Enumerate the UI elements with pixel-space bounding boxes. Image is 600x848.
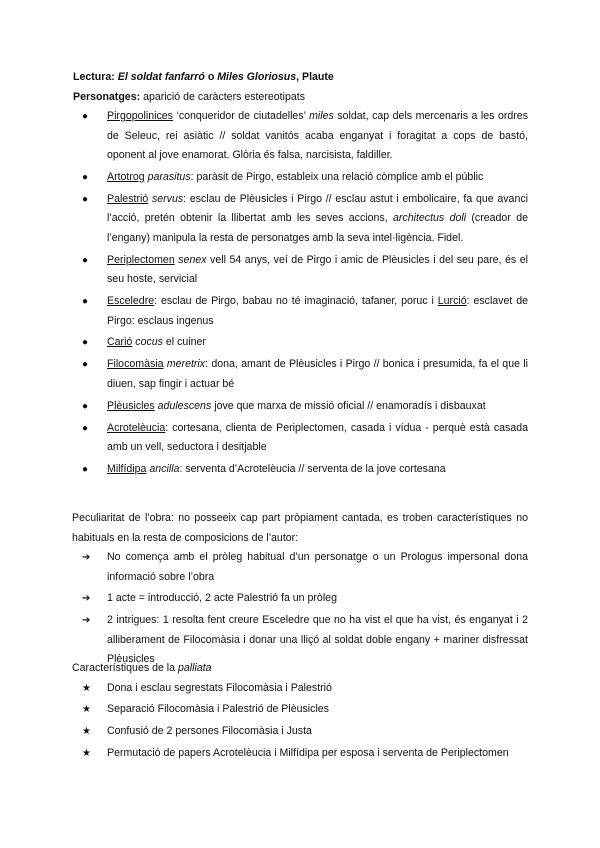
list-item xyxy=(72,168,528,188)
bullet-icon: ● xyxy=(82,422,89,434)
palliata-text: Dona i esclau segrestats Filocomàsia i Palestrió xyxy=(107,681,332,694)
character-role: cocus xyxy=(135,336,163,349)
reading-heading xyxy=(73,68,533,88)
bullet-icon: ● xyxy=(82,254,89,266)
bullet-icon: ● xyxy=(82,464,89,476)
palliata-text: Confusió de 2 persones Filocomàsia i Justa xyxy=(107,725,312,738)
character-name: Periplectomen xyxy=(107,253,175,266)
star-icon: ★ xyxy=(82,682,91,694)
character-text: : esclau de Pirgo, babau no té imaginació, tafaner, poruc i xyxy=(154,295,438,308)
list-item xyxy=(72,190,528,249)
palliata-term: palliata xyxy=(178,662,212,674)
characters-intro: aparició de caràcters estereotipats xyxy=(140,91,306,103)
title-part-1: El soldat fanfarró xyxy=(117,71,205,83)
palliata-text: Permutació de papers Acrotelèucia i Milfídipa per esposa i serventa de Periplectomen xyxy=(107,747,509,760)
peculiarity-text: 2 intrigues: 1 resolta fent creure Esceledre que no ha vist el que ha vist, és enganyat i 2 alliberament de Filocomàsia i donar una lliçó al soldat doble engany + mariner disfressat Plèusicles xyxy=(107,614,528,666)
character-text: : dona, amant de Plèusicles i Pirgo // bonica i presumida, fa el que li diuen, sap fingir i actuar bé xyxy=(107,358,528,390)
author: , Plaute xyxy=(296,71,334,83)
peculiarity-section xyxy=(72,509,528,672)
arrow-right-icon: ➔ xyxy=(82,615,91,627)
peculiarity-intro: Peculiaritat de l’obra: no posseeix cap part pròpiament cantada, es troben característiques no habituals en la resta de composicions de l’autor: xyxy=(72,512,528,544)
palliata-intro xyxy=(72,659,528,679)
list-item xyxy=(72,355,528,394)
list-item xyxy=(72,251,528,290)
bullet-icon: ● xyxy=(82,337,89,349)
character-name: Lurció xyxy=(437,295,467,308)
character-text: vell 54 anys, veí de Pirgo i amic de Plèusicles i del seu pare, és el seu hoste, servicial xyxy=(107,253,528,286)
peculiarity-list xyxy=(72,548,528,670)
characters-label: Personatges: xyxy=(73,91,141,103)
character-name: Artotrog xyxy=(107,170,145,183)
character-text: : paràsit de Pirgo, estableix una relació còmplice amb el públic xyxy=(190,170,484,183)
star-icon: ★ xyxy=(82,748,91,760)
character-text: el cuiner xyxy=(162,336,206,349)
bullet-icon: ● xyxy=(82,296,89,308)
palliata-text: Separació Filocomàsia i Palestrió de Plèusicles xyxy=(107,703,329,716)
character-name: Acrotelèucia xyxy=(107,421,166,434)
list-item xyxy=(72,679,528,699)
peculiarity-text: No comença amb el pròleg habitual d’un personatge o un Prologus impersonal dona informació sobre l’obra xyxy=(107,551,528,583)
character-name: Carió xyxy=(107,336,133,349)
character-name: Filocomàsia xyxy=(107,358,164,371)
list-item xyxy=(72,700,528,720)
arrow-right-icon: ➔ xyxy=(82,593,91,605)
character-text: (creador de l’engany) manipula la resta de personatges amb la seva intel·ligència. Fidel. xyxy=(107,212,528,244)
characters-heading xyxy=(73,88,533,108)
bullet-icon: ● xyxy=(82,111,89,122)
character-text: : serventa d’Acrotelèucia // serventa de la jove cortesana xyxy=(179,463,446,476)
palliata-list xyxy=(72,679,528,764)
list-item xyxy=(72,107,528,166)
character-role: adulescens xyxy=(157,399,212,412)
character-name: Milfídipa xyxy=(107,463,147,476)
character-text: jove que marxa de missió oficial // enamoradís i disbauxat xyxy=(211,399,486,412)
list-item xyxy=(72,548,528,587)
character-text: : cortesana, clienta de Periplectomen, casada i vídua - perquè està casada amb un vell, seductora i desitjable xyxy=(107,421,528,454)
list-item xyxy=(72,292,528,331)
character-role: miles xyxy=(309,110,334,122)
character-name: Pirgopolinices xyxy=(107,110,173,122)
character-role: meretrix xyxy=(166,358,206,371)
list-item xyxy=(72,397,528,417)
star-icon: ★ xyxy=(82,726,91,738)
arrow-right-icon: ➔ xyxy=(82,552,91,563)
character-name: Esceledre xyxy=(107,295,155,308)
character-role: parasitus xyxy=(147,170,191,183)
character-text: : esclavet de Pirgo: esclaus ingenus xyxy=(107,295,528,327)
character-name: Plèusicles xyxy=(107,399,155,412)
character-text: ‘conqueridor de ciutadelles’ xyxy=(172,110,310,122)
palliata-intro-text: Característiques de la xyxy=(72,662,178,674)
peculiarity-text: 1 acte = introducció, 2 acte Palestrió fa un pròleg xyxy=(107,592,337,605)
character-role: servus xyxy=(151,192,184,205)
character-text: soldat, cap dels mercenaris a les ordres de Seleuc, rei asiàtic // soldat vanitós acaba enganyat i foragitat a cops de bastó, oponent al jove enamorat. Glòria és falsa, narcisista, faldiller. xyxy=(107,110,528,161)
bullet-icon: ● xyxy=(82,400,89,412)
list-item xyxy=(72,589,528,609)
character-role: architectus doli xyxy=(393,212,467,225)
characters-list xyxy=(72,107,528,482)
title-conj: o xyxy=(204,71,218,83)
title-part-2: Miles Gloriosus xyxy=(217,71,297,83)
list-item xyxy=(72,460,528,480)
character-name: Palestrió xyxy=(107,192,149,205)
list-item xyxy=(72,722,528,742)
list-item xyxy=(72,419,528,458)
character-text: : esclau de Plèusicles i Pirgo // esclau astut i embolicaire, fa que avanci l’acció, pretén obtenir la llibertat amb les seves accions, xyxy=(107,192,528,225)
bullet-icon: ● xyxy=(82,171,89,183)
character-role: ancilla xyxy=(149,463,180,476)
palliata-section xyxy=(72,659,528,766)
character-role: senex xyxy=(178,253,207,266)
heading-label: Lectura: xyxy=(73,71,115,83)
star-icon: ★ xyxy=(82,704,91,716)
list-item xyxy=(72,333,528,353)
bullet-icon: ● xyxy=(82,359,89,371)
bullet-icon: ● xyxy=(82,193,89,205)
list-item xyxy=(72,744,528,764)
